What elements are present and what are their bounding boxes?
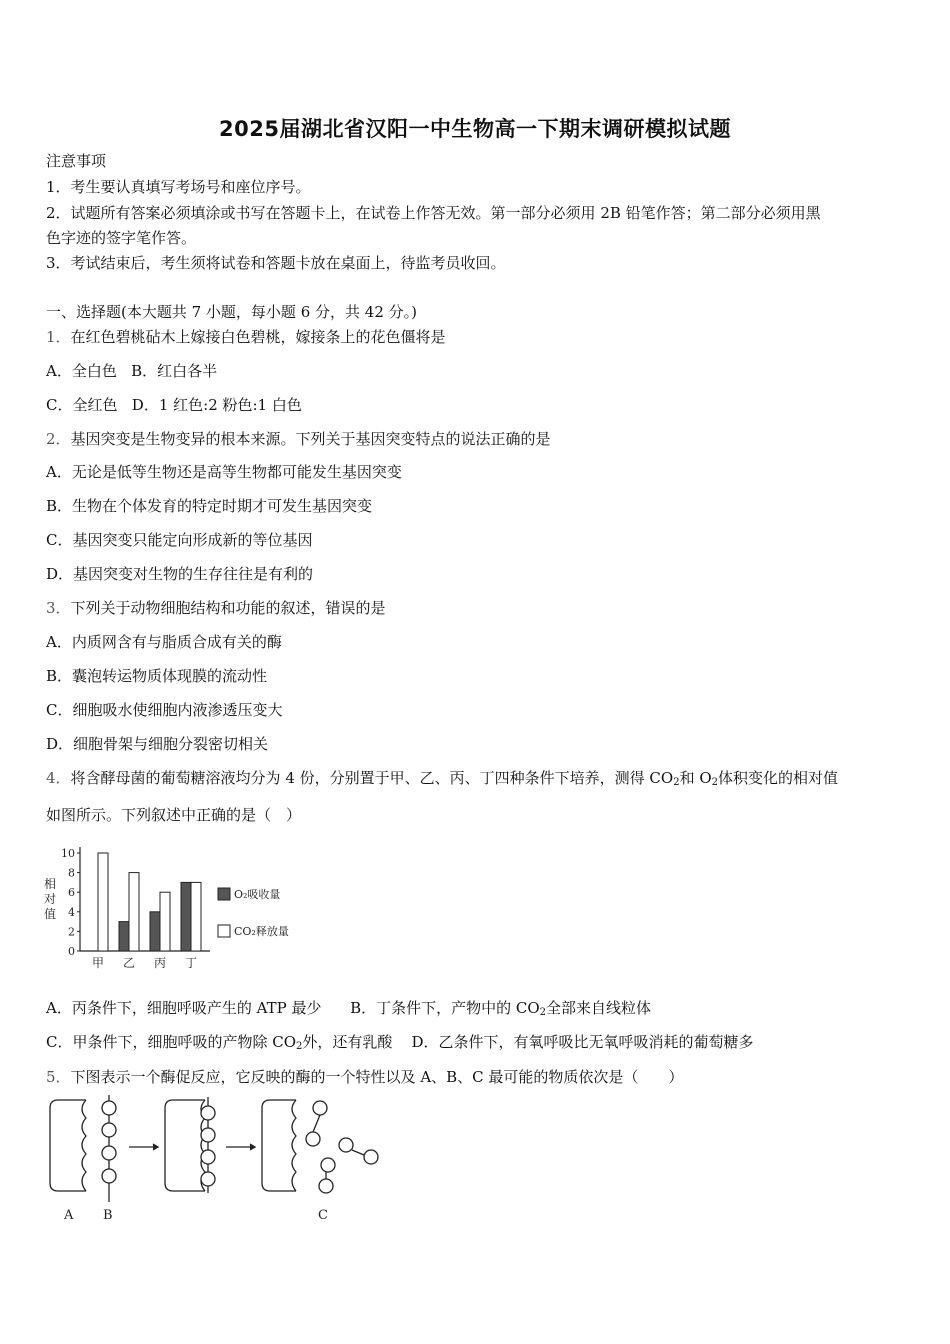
option-c: C．全红色 xyxy=(46,396,118,414)
y-tick-label: 6 xyxy=(68,886,75,900)
option-c-text: C．甲条件下，细胞呼吸的产物除 CO xyxy=(46,1033,297,1051)
bar xyxy=(160,892,170,951)
product-c-circle xyxy=(364,1150,378,1164)
option-b-text: B．丁条件下，产物中的 CO xyxy=(350,999,540,1017)
enzyme-a-shape xyxy=(50,1100,86,1191)
label-a: A xyxy=(64,1208,74,1223)
arrow-head xyxy=(153,1144,158,1150)
option-b: B．囊泡转运物质体现膜的流动性 xyxy=(46,667,268,685)
question-stem-part-1: 将含酵母菌的葡萄糖溶液均分为 4 份，分别置于甲、乙、丙、丁四种条件下培养，测得 CO xyxy=(70,769,674,787)
label-c: C xyxy=(318,1208,328,1223)
bar xyxy=(191,882,201,951)
bar xyxy=(119,922,129,951)
substrate-b-circle xyxy=(102,1146,116,1160)
option-c: C．细胞吸水使细胞内液渗透压变大 xyxy=(46,701,283,719)
question-stem: 在红色碧桃砧木上嫁接白色碧桃，嫁接条上的花色僵将是 xyxy=(70,328,446,346)
y-axis-label: 相 xyxy=(43,877,57,891)
complex-circle xyxy=(201,1128,215,1142)
option-d: D．1 红色:2 粉色:1 白色 xyxy=(131,396,302,414)
notice-heading: 注意事项 xyxy=(46,152,107,170)
label-b: B xyxy=(103,1208,113,1223)
option-d: D．基因突变对生物的生存往往是有利的 xyxy=(46,565,314,583)
enzyme-a-active-site xyxy=(82,1100,86,1191)
bar xyxy=(150,912,160,951)
option-a: A．内质网含有与脂质合成有关的酶 xyxy=(46,633,282,651)
question-number: 4． xyxy=(46,769,71,787)
question-stem-part-2: 体积变化的相对值 xyxy=(718,769,839,787)
y-tick-label: 8 xyxy=(68,866,75,880)
question-3 xyxy=(46,598,386,618)
question-1 xyxy=(46,327,446,347)
complex-circle xyxy=(201,1106,215,1120)
subscript: 2 xyxy=(296,1041,303,1052)
x-tick-label: 乙 xyxy=(122,956,136,970)
option-d: D．细胞骨架与细胞分裂密切相关 xyxy=(46,735,269,753)
option-a: A．无论是低等生物还是高等生物都可能发生基因突变 xyxy=(46,463,402,481)
bar xyxy=(181,882,191,951)
legend-swatch xyxy=(218,888,230,900)
option-a: A．全白色 xyxy=(46,362,117,380)
bar xyxy=(98,853,108,951)
option-b xyxy=(350,999,651,1017)
enzyme-active-site xyxy=(292,1100,296,1191)
substrate-b-circle xyxy=(102,1101,116,1115)
page-title: 2025届湖北省汉阳一中生物高一下期末调研模拟试题 xyxy=(219,117,731,141)
subscript: 2 xyxy=(673,777,680,788)
question-4 xyxy=(46,768,838,793)
y-tick-label: 0 xyxy=(68,945,75,958)
product-c-circle xyxy=(321,1158,335,1172)
notice-item-1: 1．考生要认真填写考场号和座位序号。 xyxy=(46,178,311,196)
notice-item-2-cont: 色字迹的签字笔作答。 xyxy=(46,229,197,247)
option-b: B．红白各半 xyxy=(131,362,218,380)
notice-item-3: 3．考试结束后，考生须将试卷和答题卡放在桌面上，待监考员收回。 xyxy=(46,254,506,272)
q4-options-row-1 xyxy=(46,998,651,1023)
product-c-circle xyxy=(339,1138,353,1152)
question-5 xyxy=(46,1067,683,1087)
substrate-b-circle xyxy=(102,1169,116,1183)
question-number: 2． xyxy=(46,430,71,448)
question-stem: 下列关于动物细胞结构和功能的叙述，错误的是 xyxy=(70,599,386,617)
question-stem: 基因突变是生物变异的根本来源。下列关于基因突变特点的说法正确的是 xyxy=(70,430,551,448)
question-number: 1． xyxy=(46,328,71,346)
product-c-circle xyxy=(319,1179,333,1193)
product-bond xyxy=(313,1115,320,1132)
enzyme-shape xyxy=(262,1100,296,1191)
question-2 xyxy=(46,429,551,449)
option-b: B．生物在个体发育的特定时期才可发生基因突变 xyxy=(46,497,373,515)
legend-swatch xyxy=(218,925,230,937)
complex-circle xyxy=(201,1150,215,1164)
question-stem-and: 和 O xyxy=(679,769,712,787)
y-axis-label: 对 xyxy=(43,892,57,906)
section-heading: 一、选择题(本大题共 7 小题，每小题 6 分，共 42 分。) xyxy=(46,303,417,321)
option-c xyxy=(46,1033,392,1051)
legend-label: O₂吸收量 xyxy=(234,888,281,901)
q1-options-row-2 xyxy=(46,395,302,415)
product-bond xyxy=(352,1150,364,1155)
x-tick-label: 甲 xyxy=(91,956,105,970)
question-number: 3． xyxy=(46,599,71,617)
x-tick-label: 丁 xyxy=(184,956,198,970)
subscript: 2 xyxy=(711,777,719,788)
option-c-text-end: 外，还有乳酸 xyxy=(302,1033,393,1051)
notice-item-2: 2．试题所有答案必须填涂或书写在答题卡上，在试卷上作答无效。第一部分必须用 2B 铅笔作答；第二部分必须用黑 xyxy=(46,204,821,222)
legend-label: CO₂释放量 xyxy=(234,925,289,938)
q4-bar-chart xyxy=(40,840,320,975)
y-axis-label: 值 xyxy=(43,907,57,921)
product-c-circle xyxy=(306,1132,320,1146)
bar xyxy=(129,873,139,951)
question-4-line-2: 如图所示。下列叙述中正确的是（ ） xyxy=(46,806,302,824)
subscript: 2 xyxy=(539,1007,547,1018)
product-c-circle xyxy=(313,1101,327,1115)
question-stem: 下图表示一个酶促反应，它反映的酶的一个特性以及 A、B、C 最可能的物质依次是（ ） xyxy=(70,1068,684,1086)
complex-circle xyxy=(201,1172,215,1186)
question-number: 5． xyxy=(46,1068,71,1086)
q1-options-row-1 xyxy=(46,361,217,381)
option-c: C．基因突变只能定向形成新的等位基因 xyxy=(46,531,313,549)
arrow-head xyxy=(250,1144,255,1150)
option-d: D．乙条件下，有氧呼吸比无氧呼吸消耗的葡萄糖多 xyxy=(411,1033,754,1051)
enzyme-reaction-diagram xyxy=(40,1095,400,1225)
option-a: A．丙条件下，细胞呼吸产生的 ATP 最少 xyxy=(46,999,322,1017)
q4-options-row-2 xyxy=(46,1032,754,1057)
substrate-b-circle xyxy=(102,1123,116,1137)
y-tick-label: 2 xyxy=(68,925,75,939)
y-tick-label: 4 xyxy=(68,905,75,919)
enzyme-shape xyxy=(165,1100,205,1191)
option-b-text-end: 全部来自线粒体 xyxy=(546,999,652,1017)
x-tick-label: 丙 xyxy=(153,956,167,970)
y-tick-label: 10 xyxy=(61,847,75,860)
